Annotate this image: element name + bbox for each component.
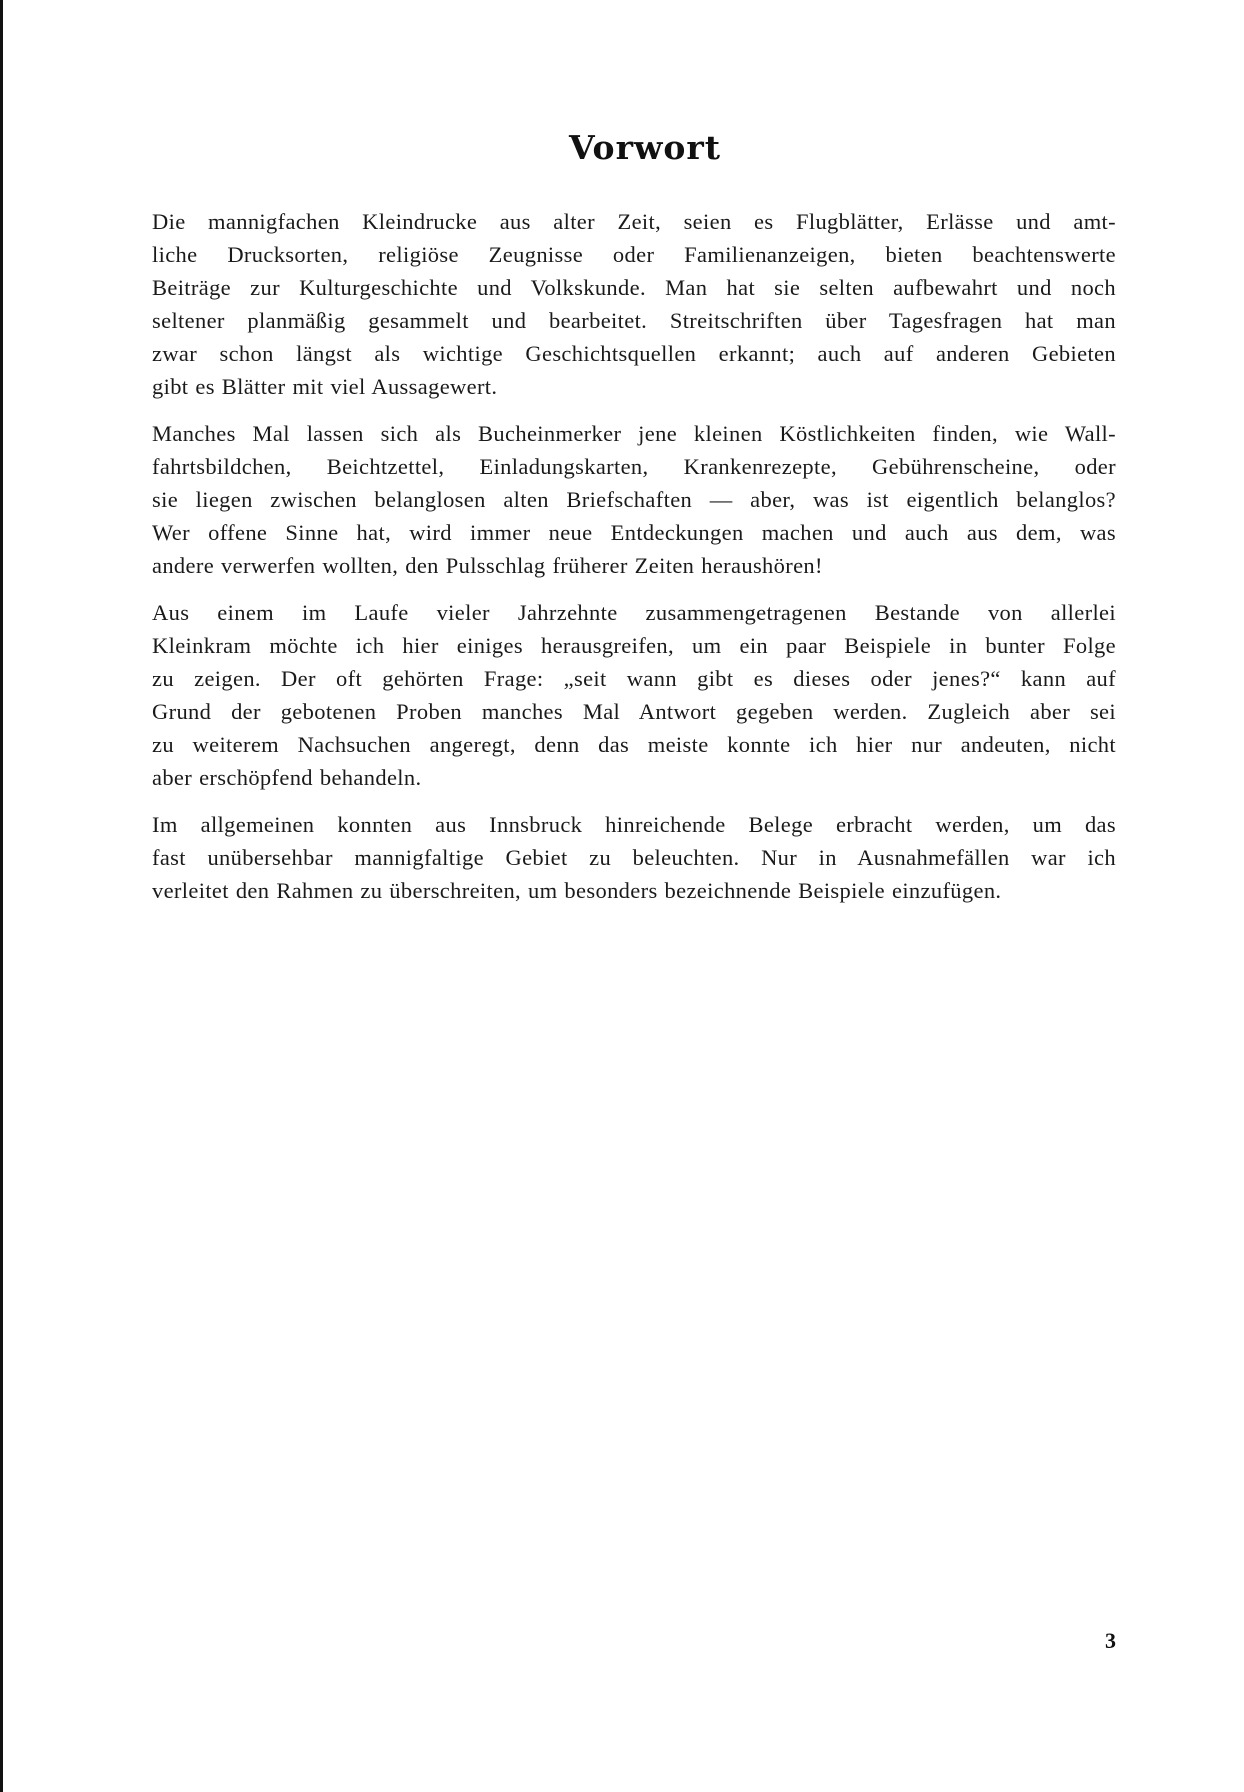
text-line: fast unübersehbar mannigfaltige Gebiet zu beleuchten. Nur in Ausnahmefällen war ich	[152, 845, 1116, 870]
text-line: liche Drucksorten, religiöse Zeugnisse oder Familienanzeigen, bieten beachtenswerte	[152, 242, 1116, 267]
page-title: Vorwort	[568, 128, 722, 167]
scan-edge	[0, 0, 3, 1792]
text-line: zu weiterem Nachsuchen angeregt, denn das meiste konnte ich hier nur andeuten, nicht	[152, 732, 1116, 757]
text-line: aber erschöpfend behandeln.	[152, 765, 422, 790]
paragraph-2	[152, 417, 1116, 582]
document-page	[152, 128, 1116, 921]
paragraph-4	[152, 808, 1116, 907]
text-line: gibt es Blätter mit viel Aussagewert.	[152, 374, 498, 399]
text-line: verleitet den Rahmen zu überschreiten, um besonders bezeichnende Beispiele einzufügen.	[152, 878, 1002, 903]
text-line: Die mannigfachen Kleindrucke aus alter Zeit, seien es Flugblätter, Erlässe und amt-	[152, 209, 1116, 234]
text-line: zu zeigen. Der oft gehörten Frage: „seit wann gibt es dieses oder jenes?“ kann auf	[152, 666, 1116, 691]
paragraph-3	[152, 596, 1116, 794]
text-line: Beiträge zur Kulturgeschichte und Volkskunde. Man hat sie selten aufbewahrt und noch	[152, 275, 1116, 300]
paragraph-1	[152, 205, 1116, 403]
text-line: Grund der gebotenen Proben manches Mal Antwort gegeben werden. Zugleich aber sei	[152, 699, 1116, 724]
text-line: Kleinkram möchte ich hier einiges herausgreifen, um ein paar Beispiele in bunter Folge	[152, 633, 1116, 658]
text-line: Manches Mal lassen sich als Bucheinmerker jene kleinen Köstlichkeiten finden, wie Wall-	[152, 421, 1116, 446]
text-line: seltener planmäßig gesammelt und bearbeitet. Streitschriften über Tagesfragen hat man	[152, 308, 1116, 333]
text-line: fahrtsbildchen, Beichtzettel, Einladungskarten, Krankenrezepte, Gebührenscheine, oder	[152, 454, 1116, 479]
text-line: Im allgemeinen konnten aus Innsbruck hinreichende Belege erbracht werden, um das	[152, 812, 1116, 837]
text-line: sie liegen zwischen belanglosen alten Briefschaften — aber, was ist eigentlich belanglos?	[152, 487, 1116, 512]
page-number: 3	[1105, 1628, 1116, 1653]
text-line: Aus einem im Laufe vieler Jahrzehnte zusammengetragenen Bestande von allerlei	[152, 600, 1116, 625]
text-line: andere verwerfen wollten, den Pulsschlag früherer Zeiten heraushören!	[152, 553, 823, 578]
text-line: Wer offene Sinne hat, wird immer neue Entdeckungen machen und auch aus dem, was	[152, 520, 1116, 545]
text-line: zwar schon längst als wichtige Geschichtsquellen erkannt; auch auf anderen Gebieten	[152, 341, 1116, 366]
